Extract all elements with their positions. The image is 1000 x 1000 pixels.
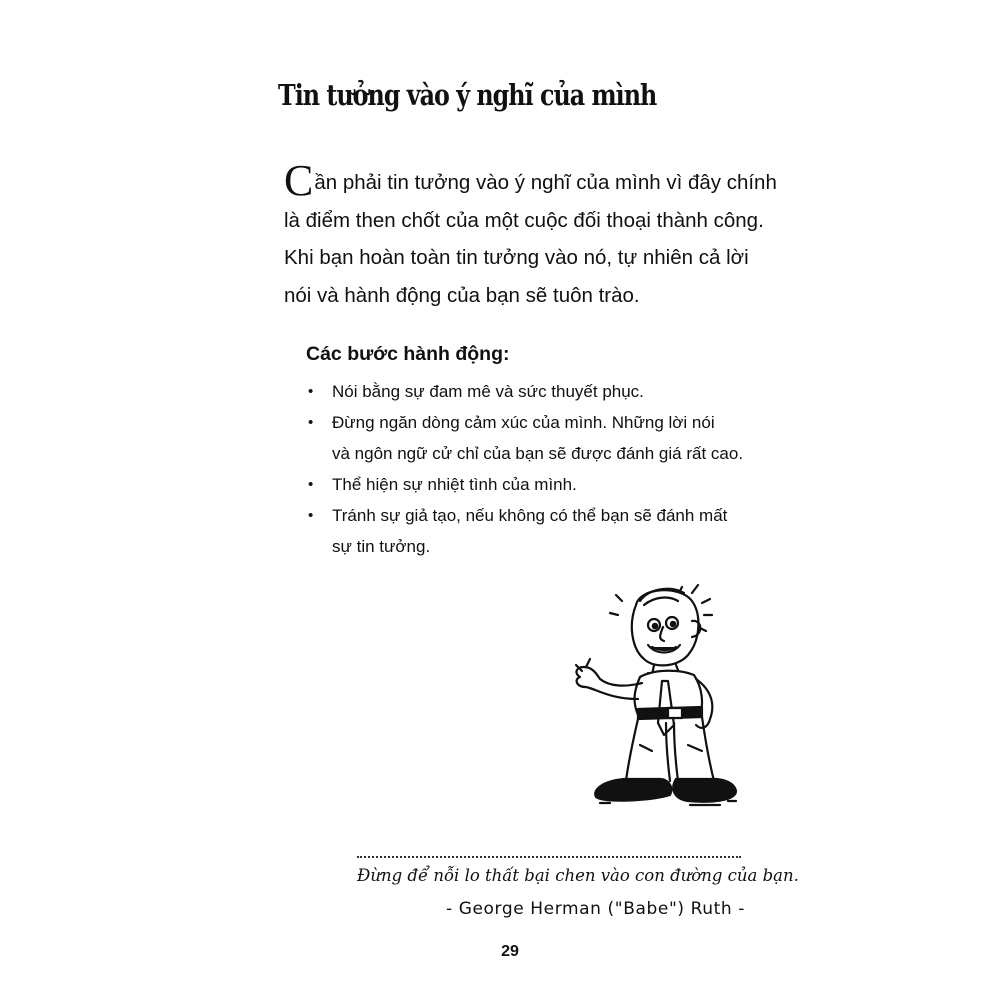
- cartoon-man-gesturing-icon: [570, 575, 745, 810]
- quote-author: - George Herman ("Babe") Ruth -: [445, 899, 745, 919]
- quote-divider: [357, 856, 741, 858]
- list-item-text: và ngôn ngữ cử chỉ của bạn sẽ được đánh giá rất cao.: [332, 444, 744, 463]
- intro-paragraph: [284, 156, 784, 314]
- steps-heading: Các bước hành động:: [306, 343, 510, 365]
- bullet-icon: •: [308, 476, 314, 493]
- bullet-icon: •: [308, 507, 314, 524]
- intro-line: là điểm then chốt của một cuộc đối thoại thành công.: [284, 208, 764, 232]
- intro-line: [284, 156, 784, 205]
- list-item: [306, 469, 766, 500]
- action-steps-list: [306, 376, 766, 562]
- intro-line: nói và hành động của bạn sẽ tuôn trào.: [284, 283, 640, 307]
- list-item: [306, 376, 766, 407]
- drop-cap: C: [284, 156, 314, 205]
- page-title: Tin tưởng vào ý nghĩ của mình: [278, 78, 657, 112]
- page-number: 29: [501, 943, 519, 960]
- list-item-text: Thể hiện sự nhiệt tình của mình.: [332, 475, 577, 494]
- list-item-text: Đừng ngăn dòng cảm xúc của mình. Những lời nói: [332, 413, 715, 432]
- list-item-text: Tránh sự giả tạo, nếu không có thể bạn sẽ đánh mất: [332, 506, 728, 525]
- bullet-icon: •: [308, 383, 314, 400]
- list-item: [306, 500, 766, 562]
- intro-line: Khi bạn hoàn toàn tin tưởng vào nó, tự nhiên cả lời: [284, 246, 749, 269]
- list-item: [306, 407, 766, 469]
- quote-text: Đừng để nỗi lo thất bại chen vào con đường của bạn.: [357, 866, 799, 885]
- bullet-icon: •: [308, 414, 314, 431]
- list-item-text: sự tin tưởng.: [332, 537, 431, 556]
- intro-line-text: ần phải tin tưởng vào ý nghĩ của mình vì đây chính: [314, 171, 777, 194]
- list-item-text: Nói bằng sự đam mê và sức thuyết phục.: [332, 382, 644, 401]
